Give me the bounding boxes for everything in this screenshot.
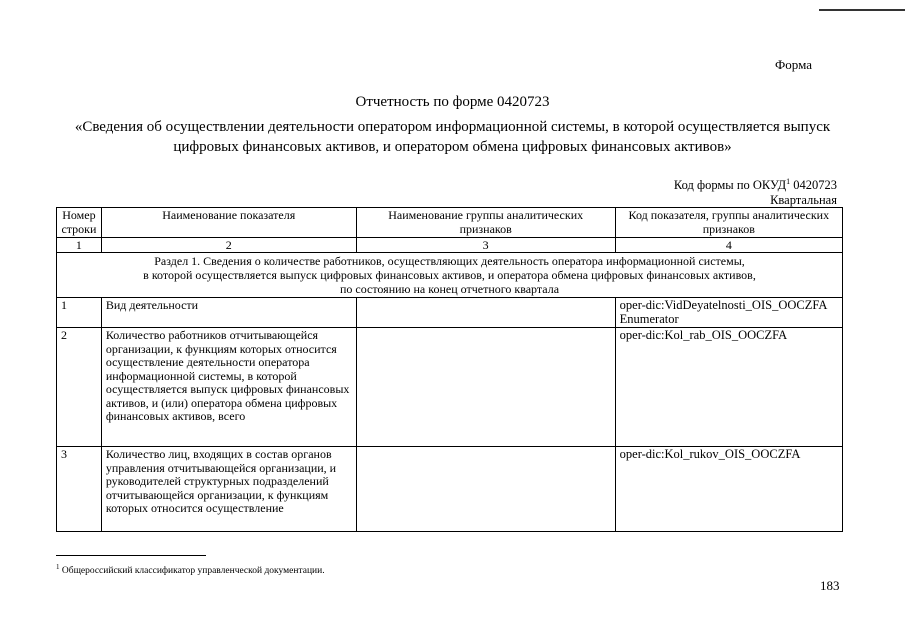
analytic-group	[356, 328, 615, 447]
footnote-divider	[56, 555, 206, 556]
column-number: 2	[101, 238, 356, 253]
row-number: 1	[57, 298, 102, 328]
section-title-line: по состоянию на конец отчетного квартала	[339, 282, 560, 296]
row-number: 2	[57, 328, 102, 447]
column-number: 3	[356, 238, 615, 253]
top-edge-line	[819, 9, 905, 11]
indicator-code: oper-dic:VidDeyatelnosti_OIS_OOCZFA Enumerator	[615, 298, 842, 328]
indicator-code: oper-dic:Kol_rab_OIS_OOCZFA	[615, 328, 842, 447]
section-title-line: Раздел 1. Сведения о количестве работников, осуществляющих деятельность оператора информационной системы,	[154, 254, 745, 268]
column-number-row	[57, 238, 843, 253]
footnote-mark: 1	[56, 563, 60, 571]
report-subtitle-line1: «Сведения об осуществлении деятельности оператором информационной системы, в которой осуществляется выпуск	[74, 119, 831, 135]
footnote-text: Общероссийский классификатор управленческой документации.	[61, 566, 325, 577]
section-row	[57, 253, 843, 298]
table-header-row	[57, 208, 843, 238]
header-analytic-group: Наименование группы аналитических признаков	[356, 208, 615, 238]
page-number: 183	[820, 578, 840, 593]
table-row	[57, 328, 843, 447]
table-row	[57, 298, 843, 328]
indicator-name: Количество работников отчитывающейся организации, к функциям которых относится осуществление деятельности оператора информационной системы, в которой осуществляется выпуск цифровых финансовых активов, и (или) оператора обмена цифровых финансовых активов, всего	[101, 328, 356, 447]
report-subtitle-line2: цифровых финансовых активов, и оператором обмена цифровых финансовых активов»	[173, 139, 732, 155]
periodicity: Квартальная	[770, 193, 837, 208]
header-indicator-code: Код показателя, группы аналитических признаков	[615, 208, 842, 238]
indicators-table	[56, 207, 843, 532]
column-number: 4	[615, 238, 842, 253]
okud-footnote-mark: 1	[786, 177, 791, 186]
form-label: Форма	[775, 57, 812, 72]
indicator-name: Количество лиц, входящих в состав органов управления отчитывающейся организации, и руководителей структурных подразделений отчитывающейся организации, к функциям которых относится осуществление	[101, 447, 356, 532]
okud-code: 0420723	[793, 178, 837, 193]
column-number: 1	[57, 238, 102, 253]
footnote	[56, 563, 325, 576]
okud-code-line	[674, 174, 837, 193]
okud-label: Код формы по ОКУД	[673, 178, 787, 193]
row-number: 3	[57, 447, 102, 532]
header-row-number: Номер строки	[57, 208, 102, 238]
section-title-line: в которой осуществляется выпуск цифровых финансовых активов, и оператора обмена цифровых финансовых активов,	[143, 268, 756, 282]
analytic-group	[356, 447, 615, 532]
analytic-group	[356, 298, 615, 328]
header-indicator-name: Наименование показателя	[101, 208, 356, 238]
section-title	[57, 253, 843, 298]
table-row	[57, 447, 843, 532]
form-code-block	[674, 174, 837, 208]
report-title: Отчетность по форме 0420723	[355, 94, 550, 110]
indicator-name: Вид деятельности	[101, 298, 356, 328]
indicator-code: oper-dic:Kol_rukov_OIS_OOCZFA	[615, 447, 842, 532]
